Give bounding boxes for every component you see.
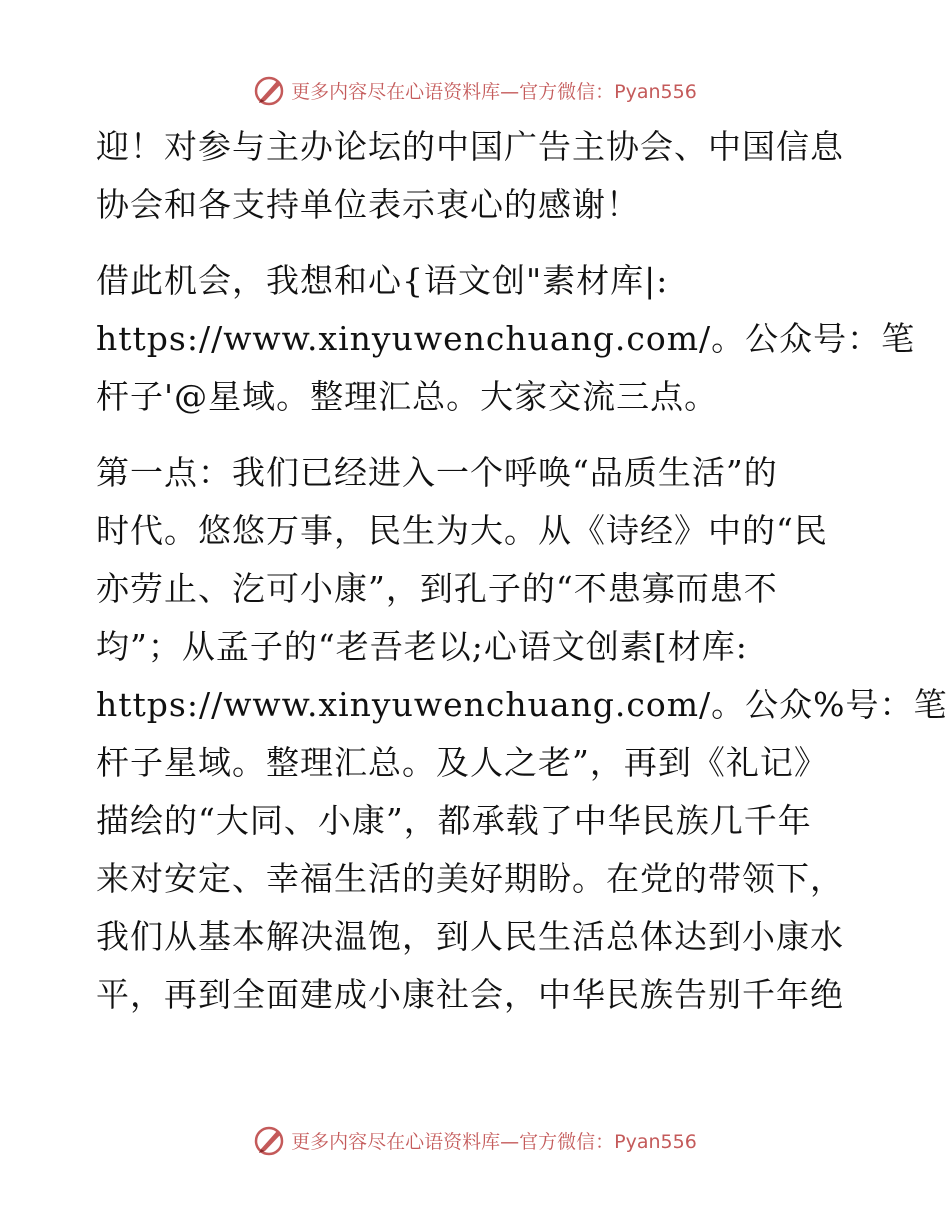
text-line: 我们从基本解决温饱，到人民生活总体达到小康水 [96, 917, 844, 956]
watermark-text: 更多内容尽在心语资料库—官方微信：Pyan556 [291, 80, 697, 103]
text-line: https://www.xinyuwenchuang.com/。公众号：笔 [96, 319, 916, 358]
text-line: 来对安定、幸福生活的美好期盼。在党的带领下， [96, 859, 844, 898]
footer-watermark [0, 1120, 950, 1160]
text-line: https://www.xinyuwenchuang.com/。公众%号：笔 [96, 685, 948, 724]
watermark-text: 更多内容尽在心语资料库—官方微信：Pyan556 [291, 1130, 697, 1153]
text-line: 时代。悠悠万事，民生为大。从《诗经》中的“民 [96, 511, 828, 550]
text-line: 杆子'@星域。整理汇总。大家交流三点。 [96, 377, 719, 416]
document-body [96, 118, 948, 1024]
text-line: 均”；从孟子的“老吾老以;心语文创素[材库: [96, 627, 748, 666]
pen-logo-icon [253, 1123, 287, 1157]
text-line: 迎！对参与主办论坛的中国广告主协会、中国信息 [96, 127, 844, 166]
text-line: 协会和各支持单位表示衷心的感谢！ [96, 185, 640, 224]
pen-logo-icon [253, 73, 287, 107]
header-watermark [0, 70, 950, 110]
text-line: 描绘的“大同、小康”，都承载了中华民族几千年 [96, 801, 812, 840]
text-line: 亦劳止、汔可小康”，到孔子的“不患寡而患不 [96, 569, 778, 608]
text-line: 借此机会，我想和心{语文创"素材库|: [96, 261, 669, 300]
text-line: 第一点：我们已经进入一个呼唤“品质生活”的 [96, 453, 778, 492]
text-line: 杆子星域。整理汇总。及人之老”，再到《礼记》 [96, 743, 828, 782]
text-line: 平，再到全面建成小康社会，中华民族告别千年绝 [96, 975, 844, 1014]
